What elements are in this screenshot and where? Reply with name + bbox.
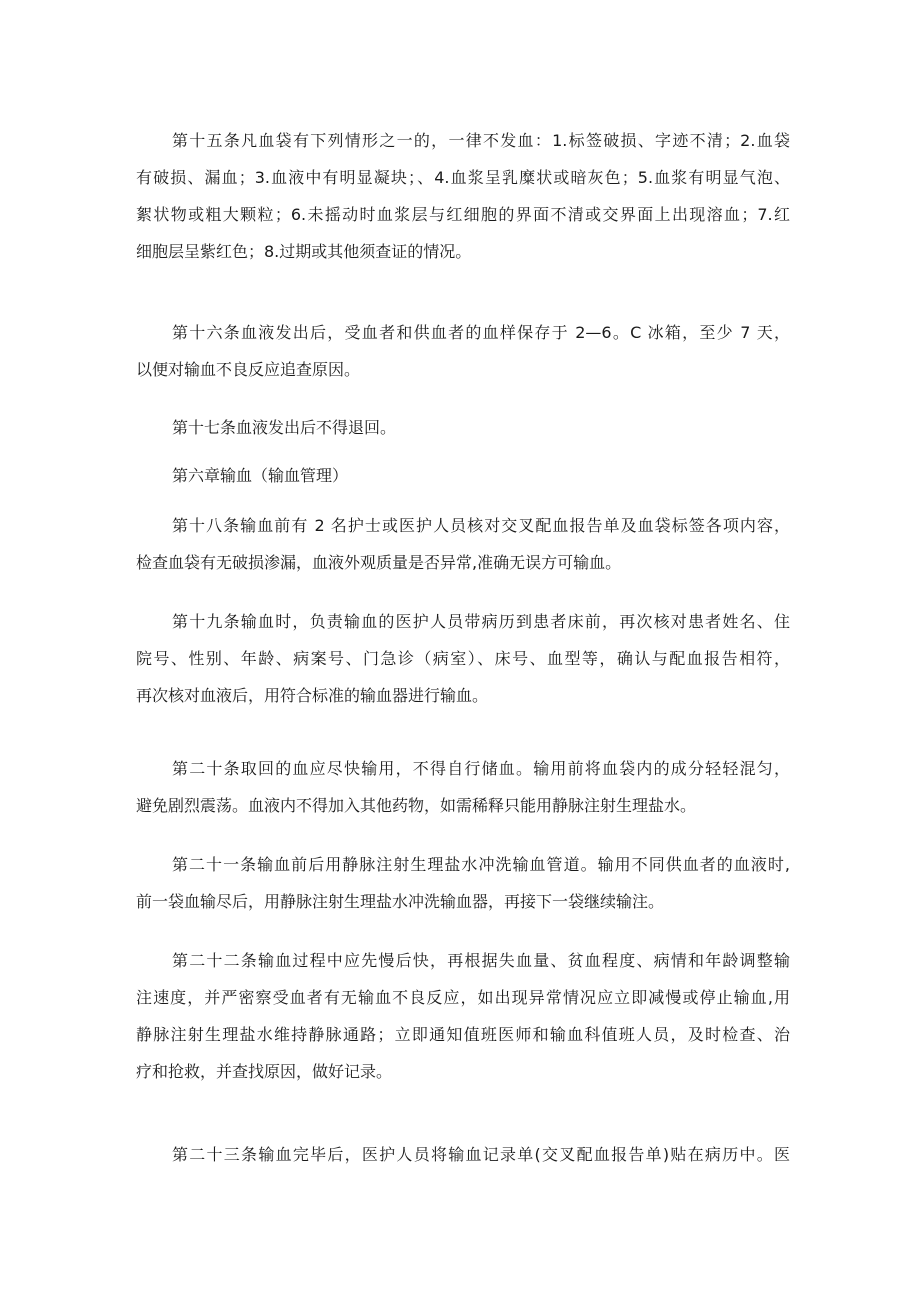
text-line: 静脉注射生理盐水维持静脉通路；立即通知值班医师和输血科值班人员，及时检查、治 bbox=[136, 1025, 790, 1044]
text-line: 第十八条输血前有 2 名护士或医护人员核对交叉配血报告单及血袋标签各项内容， bbox=[172, 516, 790, 535]
paragraph-article-23 bbox=[136, 1136, 790, 1173]
text-line: 检查血袋有无破损渗漏，血液外观质量是否异常,准确无误方可输血。 bbox=[136, 553, 622, 572]
text-line: 第二十二条输血过程中应先慢后快，再根据失血量、贫血程度、病情和年龄调整输 bbox=[172, 951, 790, 970]
paragraph-article-20 bbox=[136, 750, 790, 824]
text-line: 第二十条取回的血应尽快输用，不得自行储血。输用前将血袋内的成分轻轻混匀， bbox=[172, 759, 790, 778]
chapter-heading-6 bbox=[136, 457, 790, 494]
text-line: 前一袋血输尽后，用静脉注射生理盐水冲洗输血器，再接下一袋继续输注。 bbox=[136, 892, 665, 911]
text-line: 再次核对血液后，用符合标准的输血器进行输血。 bbox=[136, 686, 489, 705]
paragraph-article-15 bbox=[136, 122, 790, 270]
paragraph-article-19 bbox=[136, 603, 790, 714]
paragraph-article-16 bbox=[136, 314, 790, 388]
paragraph-article-18 bbox=[136, 507, 790, 581]
text-line: 第二十三条输血完毕后，医护人员将输血记录单(交叉配血报告单)贴在病历中。医 bbox=[172, 1145, 790, 1164]
text-line: 絮状物或粗大颗粒；6.未摇动时血浆层与红细胞的界面不清或交界面上出现溶血；7.红 bbox=[136, 205, 790, 224]
text-line: 第十七条血液发出后不得退回。 bbox=[172, 418, 397, 437]
text-line: 第十六条血液发出后，受血者和供血者的血样保存于 2—6。C 冰箱，至少 7 天， bbox=[172, 323, 790, 342]
text-line: 细胞层呈紫红色；8.过期或其他须查证的情况。 bbox=[136, 242, 472, 261]
paragraph-article-21 bbox=[136, 846, 790, 920]
text-line: 注速度，并严密察受血者有无输血不良反应，如出现异常情况应立即减慢或停止输血,用 bbox=[136, 988, 790, 1007]
text-line: 以便对输血不良反应追查原因。 bbox=[136, 360, 361, 379]
text-line: 第十五条凡血袋有下列情形之一的，一律不发血：1.标签破损、字迹不清；2.血袋 bbox=[172, 131, 790, 150]
text-line: 第六章输血（输血管理） bbox=[172, 466, 349, 485]
text-line: 第十九条输血时，负责输血的医护人员带病历到患者床前，再次核对患者姓名、住 bbox=[172, 612, 790, 631]
text-line: 避免剧烈震荡。血液内不得加入其他药物，如需稀释只能用静脉注射生理盐水。 bbox=[136, 796, 697, 815]
text-line: 疗和抢救，并查找原因，做好记录。 bbox=[136, 1062, 393, 1081]
text-line: 有破损、漏血；3.血液中有明显凝块；、4.血浆呈乳糜状或暗灰色；5.血浆有明显气泡、 bbox=[136, 168, 790, 187]
text-line: 院号、性别、年龄、病案号、门急诊（病室）、床号、血型等，确认与配血报告相符， bbox=[136, 649, 790, 668]
text-line: 第二十一条输血前后用静脉注射生理盐水冲洗输血管道。输用不同供血者的血液时, bbox=[172, 855, 790, 874]
paragraph-article-22 bbox=[136, 942, 790, 1090]
paragraph-article-17 bbox=[136, 409, 790, 446]
